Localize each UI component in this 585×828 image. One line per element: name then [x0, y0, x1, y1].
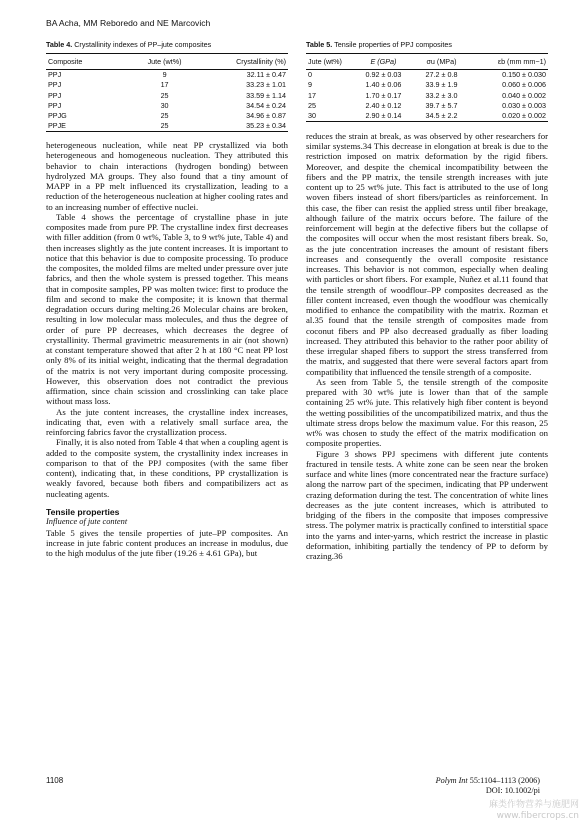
table-cell: 17 — [160, 80, 169, 90]
table-cell: 25 — [160, 121, 169, 131]
table5 — [306, 53, 548, 122]
table-cell: PPJG — [48, 111, 67, 121]
table-cell: 32.11 ± 0.47 — [246, 70, 286, 80]
paragraph: Finally, it is also noted from Table 4 that when a coupling agent is added to the composite system, the crystallinity index increases in comparison to that of the PPJ composites (with the same fiber content), indicating that, in these conditions, PP crystallization is weakly favored, because both fibers and compatibilizers act as nucleating agents. — [46, 437, 288, 499]
table-cell: 0.060 ± 0.006 — [502, 80, 546, 90]
paragraph: As seen from Table 5, the tensile strength of the composite prepared with 30 wt% jute is lower than that of the sample containing 25 wt% jute. This relatively high fiber content is beyond the wetting possibilities of the uncompatibilized matrix, and thus the ultimate stress drops below the maximum value. For this reason, 25 wt% was chosen to study the effect of the matrix modification on composite properties. — [306, 376, 548, 449]
table-cell: 27.2 ± 0.8 — [425, 70, 458, 80]
left-body-text — [46, 140, 288, 558]
subsection-heading: Influence of jute content — [46, 517, 128, 527]
table-cell: 30 — [160, 100, 169, 110]
watermark: 麻类作物营养与施肥网 www.fibercrops.cn — [488, 800, 579, 821]
table-cell: PPJ — [48, 100, 62, 110]
table4-caption — [46, 40, 288, 49]
table5-label: Table 5. — [306, 40, 333, 49]
right-body-text — [306, 131, 548, 562]
table-cell: 17 — [308, 90, 316, 100]
page-number: 1108 — [46, 776, 64, 785]
table-cell: 25 — [308, 100, 316, 110]
table4-header-crystallinity: Crystallinity (%) — [236, 57, 286, 66]
paragraph: Table 4 shows the percentage of crystalline phase in jute composites made from pure PP. The crystalline index first decreases with filler addition (from 0 wt%, Table 3, to 9 wt% jute, Table 4) and then increases slightly as the jute content increases. It is important to notice that this behavior is due to composite processing. To produce the composites, the molded films are melted under pressure over jute fabrics, and then the whole system is pressed together. This means that in composite samples, PP was molten twice: first to produce the film and second to make the composite; it is known that thermal degradation occurs during melting.26 Molecular chains are broken, resulting in low molecular mass molecules, and thus the degree of order of pure PP decreases, which decreases the degree of crystallinity. Thermal gravimetric measurements in air (not shown) at constant temperature showed that after 2 h at 180 °C neat PP lost only 8% of its initial weight, indicating that the thermal degradation of the matrix is not very important during composite processing. However, this observation does not contradict the previous affirmation, since chain scission and crosslinking can take place without mass loss. — [46, 211, 288, 407]
table-row — [306, 70, 548, 81]
table-cell: 33.9 ± 1.9 — [425, 80, 458, 90]
table-cell: 25 — [160, 111, 169, 121]
table-cell: 0.92 ± 0.03 — [365, 70, 402, 80]
table-cell: 0.040 ± 0.002 — [502, 90, 546, 100]
table-cell: 34.54 ± 0.24 — [246, 100, 286, 110]
table5-header-modulus: E (GPa) — [370, 57, 397, 66]
table-cell: PPJ — [48, 90, 62, 100]
table-cell: 25 — [160, 90, 169, 100]
table-cell: 35.23 ± 0.34 — [246, 121, 286, 131]
table-row — [306, 90, 548, 100]
table-cell: 0 — [308, 70, 312, 80]
left-column — [46, 40, 288, 558]
table4-header-jute: Jute (wt%) — [147, 57, 182, 66]
journal-footer — [416, 776, 540, 796]
table-row — [306, 80, 548, 90]
table5-header-jute: Jute (wt%) — [308, 57, 342, 66]
right-column — [306, 40, 548, 561]
table-cell: 33.2 ± 3.0 — [425, 90, 458, 100]
table-cell: 2.40 ± 0.12 — [365, 100, 402, 110]
running-header: BA Acha, MM Reboredo and NE Marcovich — [46, 18, 211, 28]
table-row — [46, 90, 288, 100]
table-row — [46, 70, 288, 81]
table4-label: Table 4. — [46, 40, 73, 49]
journal-name: Polym Int — [435, 776, 468, 785]
table4-header-composite: Composite — [48, 57, 83, 66]
paragraph: heterogeneous nucleation, while neat PP crystallized via both heterogeneous and homogeneous nucleation. They attributed this behavior to chain interactions (hydrogen bonding) between hydrolyzed MA groups. They also found that a tiny amount of MAPP in a PP melt influenced its crystallization, leading to a reduction of the heterogeneous nucleation at higher cooling rates and to an increasing number of effective nuclei. — [46, 140, 288, 212]
table-cell: 1.40 ± 0.06 — [365, 80, 402, 90]
table-row — [46, 121, 288, 132]
table4 — [46, 53, 288, 132]
table-cell: 9 — [162, 70, 167, 80]
table-cell: 1.70 ± 0.17 — [365, 90, 402, 100]
table4-caption-text: Crystallinity indexes of PP–jute composites — [74, 40, 212, 49]
section-heading: Tensile properties — [46, 506, 120, 517]
table5-header-strength: σu (MPa) — [426, 57, 457, 66]
table-cell: PPJ — [48, 70, 62, 80]
table-cell: 0.150 ± 0.030 — [502, 70, 546, 80]
paragraph: Table 5 gives the tensile properties of jute–PP composites. An increase in jute fabric content produces an increase in modulus, due to the high modulus of the jute fiber (19.26 ± 4.61 GPa), but — [46, 527, 288, 559]
table-cell: 33.23 ± 1.01 — [246, 80, 286, 90]
table-row — [46, 111, 288, 121]
paragraph: Figure 3 shows PPJ specimens with different jute contents fractured in tensile tests. A white zone can be seen near the broken surface and white lines (more concentrated near the fracture surface) along the narrow part of the specimen, indicating that PP underwent crazing deformation during the test. The concentration of white lines decreases as the jute content increases, which is attributed to bridging of the fibers in the composite that imposes compressive stress. The polymer matrix is practically confined to interstitial space into the yarns and inter-yarns, which restrict the increase in plastic deformation, inhibiting partially the tendency of PP to deform by crazing.36 — [306, 448, 548, 562]
table-cell: 30 — [308, 111, 316, 121]
table-cell: 34.5 ± 2.2 — [425, 111, 458, 121]
table-row — [46, 80, 288, 90]
table-row — [46, 101, 288, 111]
table5-header-row — [306, 54, 548, 70]
table-cell: PPJ — [48, 80, 62, 90]
table-cell: 2.90 ± 0.14 — [365, 111, 402, 121]
journal-doi: DOI: 10.1002/pi — [485, 786, 540, 795]
table5-caption — [306, 40, 548, 49]
table-cell: 0.020 ± 0.002 — [502, 111, 546, 121]
table-cell: 39.7 ± 5.7 — [425, 100, 458, 110]
table-cell: 9 — [308, 80, 312, 90]
table-cell: 34.96 ± 0.87 — [246, 111, 286, 121]
paragraph: reduces the strain at break, as was observed by other researchers for similar systems.34 This decrease in elongation at break is due to the restriction imposed on matrix deformation by the rigid fibers. Moreover, and despite the chemical incompatibility between the fibers and the PP matrix, the tensile strength increases with jute content up to 25 wt% jute. This fact is attributed to the use of long woven fibers instead of short fibers/particles as reinforcement. In this case, the fiber can resist the applied stress until fiber breakage, although failure of the matrix occurs before. The failure of the reinforcement will begin at the defective fibers but the collapse of the composites will occur when the most resistant fibers break. So, as the jute concentration increases the amount of resistant fibers increases and consequently the overall composite resistance increases. This behavior is not common, especially when dealing with particles or short fibers. For example, Nuñez et al.11 found that the tensile strength of woodflour–PP composites decreased as the filler content increased, even though the woodflour was chemically modified to enhance the compatibility with the matrix. Rozman et al.35 found that the tensile strength of composites made from coconut fibers and PP also decreased gradually as fiber loading increased. They attributed this behavior to the rather poor ability of these irregular shaped fibers to support the stress transferred from the matrix, and suggested that there were several factors apart from compatibility that influenced the tensile strength of a composite. — [306, 130, 548, 377]
journal-citation: 55:1104–1113 (2006) — [469, 776, 540, 785]
table-row — [306, 101, 548, 111]
table-cell: 33.59 ± 1.14 — [246, 90, 286, 100]
table-cell: PPJE — [48, 121, 66, 131]
table4-header-row — [46, 54, 288, 70]
table5-caption-text: Tensile properties of PPJ composites — [334, 40, 452, 49]
table-cell: 0.030 ± 0.003 — [502, 100, 546, 110]
table5-header-strain: εb (mm mm−1) — [497, 57, 546, 66]
paragraph: As the jute content increases, the crystalline index increases, indicating that, even with a relatively small surface area, the reinforcing fabrics favor the crystallization process. — [46, 406, 288, 438]
table-row — [306, 111, 548, 122]
